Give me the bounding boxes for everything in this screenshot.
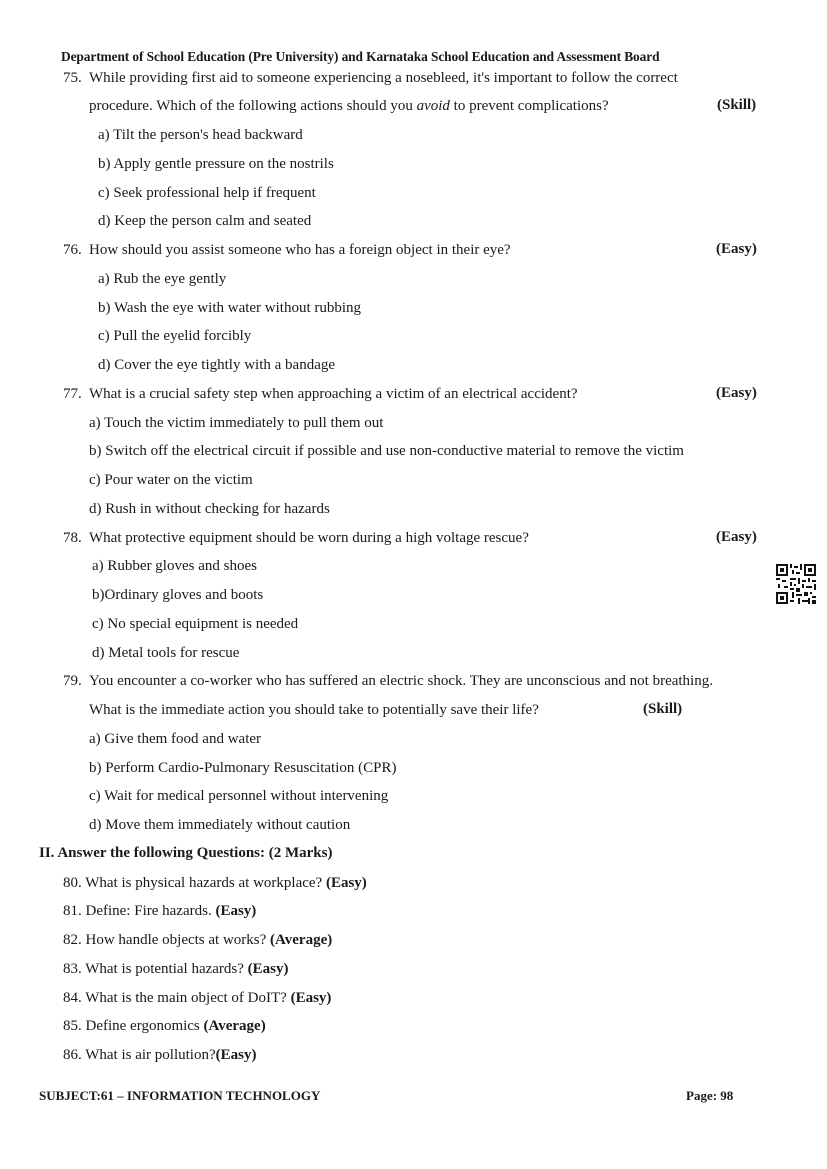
question-76-option-d: d) Cover the eye tightly with a bandage	[98, 357, 336, 373]
question-77-text: What is a crucial safety step when approaching a victim of an electrical accident?	[89, 386, 578, 402]
question-75-option-d: d) Keep the person calm and seated	[98, 213, 312, 229]
question-79-option-c: c) Wait for medical personnel without intervening	[89, 788, 389, 804]
question-78-option-c: c) No special equipment is needed	[92, 616, 299, 632]
question-76-option-c: c) Pull the eyelid forcibly	[98, 328, 252, 344]
question-75-difficulty: (Skill)	[717, 97, 757, 113]
question-81: 81. Define: Fire hazards. (Easy)	[63, 903, 257, 919]
question-76-option-a: a) Rub the eye gently	[98, 271, 227, 287]
qr-code-image	[776, 564, 816, 604]
emphasis-avoid: avoid	[416, 98, 450, 114]
question-80: 80. What is physical hazards at workplace? (Easy)	[63, 875, 367, 891]
question-82: 82. How handle objects at works? (Average)	[63, 932, 333, 948]
question-75-number: 75.	[63, 70, 82, 86]
footer-page-number: Page: 98	[686, 1088, 734, 1103]
question-78-number: 78.	[63, 530, 82, 546]
question-79-text-line1: You encounter a co-worker who has suffered an electric shock. They are unconscious and not breathing.	[89, 673, 713, 689]
question-85: 85. Define ergonomics (Average)	[63, 1018, 266, 1034]
question-77-number: 77.	[63, 386, 82, 402]
question-76-difficulty: (Easy)	[716, 241, 757, 257]
question-76-text: How should you assist someone who has a foreign object in their eye?	[89, 242, 511, 258]
question-75-option-b: b) Apply gentle pressure on the nostrils	[98, 156, 334, 172]
question-75-text-line1: While providing first aid to someone experiencing a nosebleed, it's important to follow the correct	[89, 70, 678, 86]
question-78-option-b: b)Ordinary gloves and boots	[92, 587, 264, 603]
question-79-number: 79.	[63, 673, 82, 689]
question-83: 83. What is potential hazards? (Easy)	[63, 961, 289, 977]
question-79-option-b: b) Perform Cardio-Pulmonary Resuscitation (CPR)	[89, 760, 397, 776]
question-78-option-d: d) Metal tools for rescue	[92, 645, 240, 661]
question-76-number: 76.	[63, 242, 82, 258]
question-78-text: What protective equipment should be worn during a high voltage rescue?	[89, 530, 529, 546]
question-75-option-a: a) Tilt the person's head backward	[98, 127, 303, 143]
question-78-option-a: a) Rubber gloves and shoes	[92, 558, 257, 574]
page-header: Department of School Education (Pre University) and Karnataka School Education and Assessment Board	[61, 49, 660, 64]
question-86: 86. What is air pollution?(Easy)	[63, 1047, 257, 1063]
question-79-text-line2: What is the immediate action you should take to potentially save their life?	[89, 702, 539, 718]
question-77-option-c: c) Pour water on the victim	[89, 472, 253, 488]
question-76-option-b: b) Wash the eye with water without rubbing	[98, 300, 362, 316]
question-79-option-d: d) Move them immediately without caution	[89, 817, 351, 833]
footer-subject: SUBJECT:61 – INFORMATION TECHNOLOGY	[39, 1088, 321, 1103]
question-78-difficulty: (Easy)	[716, 529, 757, 545]
question-79-difficulty: (Skill)	[643, 701, 683, 717]
question-75-option-c: c) Seek professional help if frequent	[98, 185, 316, 201]
question-84: 84. What is the main object of DoIT? (Easy)	[63, 990, 332, 1006]
question-75-text-line2: procedure. Which of the following actions should you avoid to prevent complications?	[89, 98, 609, 114]
question-77-option-a: a) Touch the victim immediately to pull them out	[89, 415, 384, 431]
question-77-option-b: b) Switch off the electrical circuit if possible and use non-conductive material to remove the victim	[89, 443, 684, 459]
section-title: II. Answer the following Questions: (2 Marks)	[39, 845, 333, 861]
question-77-difficulty: (Easy)	[716, 385, 757, 401]
question-79-option-a: a) Give them food and water	[89, 731, 262, 747]
question-77-option-d: d) Rush in without checking for hazards	[89, 501, 330, 517]
